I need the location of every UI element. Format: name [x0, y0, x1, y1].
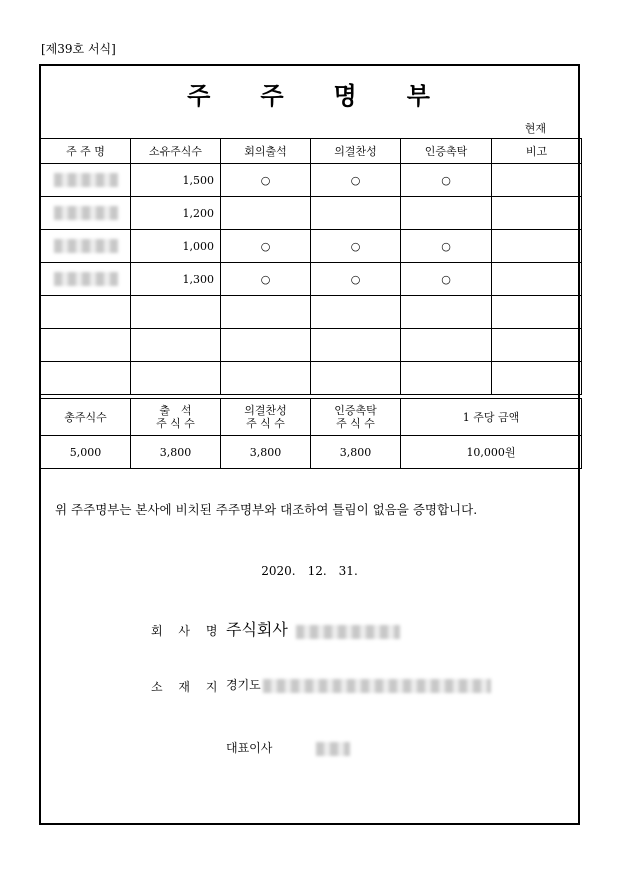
empty-cell	[41, 329, 131, 362]
as-of-label: 현재	[524, 122, 546, 135]
certification-text: 위 주주명부는 본사에 비치된 주주명부와 대조하여 틀림이 없음을 증명합니다.	[55, 502, 478, 517]
attend-cell	[221, 197, 311, 230]
company-row	[226, 617, 400, 640]
summary-attend-label-2: 주 식 수	[156, 417, 195, 430]
table-row	[41, 263, 582, 296]
page-title	[41, 76, 578, 111]
approve-cell: ○	[311, 164, 401, 197]
table-row	[41, 164, 582, 197]
empty-cell	[131, 329, 221, 362]
empty-cell	[221, 362, 311, 395]
summary-attend-label	[131, 399, 221, 436]
empty-cell	[401, 329, 492, 362]
summary-total-label: 총주식수	[41, 399, 131, 436]
summary-per-share-value: 10,000원	[401, 436, 582, 469]
notary-cell: ○	[401, 230, 492, 263]
summary-attend-value: 3,800	[131, 436, 221, 469]
empty-cell	[311, 362, 401, 395]
col-header-attend: 회의출석	[221, 139, 311, 164]
notary-cell: ○	[401, 263, 492, 296]
ceo-label: 대표이사	[226, 741, 273, 755]
col-header-shares: 소유주식수	[131, 139, 221, 164]
summary-value-row	[41, 436, 582, 469]
company-label: 회 사 명	[151, 624, 224, 638]
col-header-note: 비고	[492, 139, 582, 164]
notary-cell: ○	[401, 164, 492, 197]
empty-cell	[401, 362, 492, 395]
summary-notary-value: 3,800	[311, 436, 401, 469]
shareholder-table	[40, 138, 582, 469]
company-name-redacted	[296, 625, 400, 639]
shareholder-name-redacted	[41, 197, 131, 230]
summary-attend-label-1: 출 석	[159, 404, 192, 417]
shareholder-name-redacted	[41, 263, 131, 296]
notary-cell	[401, 197, 492, 230]
empty-cell	[131, 296, 221, 329]
empty-cell	[41, 362, 131, 395]
summary-header-row	[41, 399, 582, 436]
summary-approve-label	[221, 399, 311, 436]
empty-cell	[492, 329, 582, 362]
shareholder-name-redacted	[41, 164, 131, 197]
approve-cell: ○	[311, 230, 401, 263]
table-header-row	[41, 139, 582, 164]
shares-cell: 1,500	[131, 164, 221, 197]
title-char: 주	[260, 81, 286, 110]
table-row-empty	[41, 329, 582, 362]
empty-cell	[41, 296, 131, 329]
address-redacted	[263, 679, 491, 693]
note-cell	[492, 197, 582, 230]
form-number: [제39호 서식]	[41, 42, 116, 56]
summary-approve-label-2: 주 식 수	[246, 417, 285, 430]
empty-cell	[492, 296, 582, 329]
title-char: 주	[187, 81, 213, 110]
note-cell	[492, 164, 582, 197]
address-row	[226, 676, 491, 693]
summary-notary-label-1: 인증촉탁	[334, 404, 377, 417]
empty-cell	[311, 296, 401, 329]
ceo-name-redacted	[316, 742, 350, 756]
summary-approve-label-1: 의결찬성	[244, 404, 287, 417]
summary-notary-label	[311, 399, 401, 436]
table-row	[41, 197, 582, 230]
address-value: 경기도	[226, 678, 261, 692]
empty-cell	[131, 362, 221, 395]
summary-notary-label-2: 주 식 수	[336, 417, 375, 430]
shareholder-register-form	[39, 64, 580, 825]
summary-approve-value: 3,800	[221, 436, 311, 469]
company-value: 주식회사	[226, 620, 288, 639]
shares-cell: 1,000	[131, 230, 221, 263]
approve-cell	[311, 197, 401, 230]
approve-cell: ○	[311, 263, 401, 296]
ceo-row	[226, 739, 350, 756]
empty-cell	[221, 296, 311, 329]
attend-cell: ○	[221, 263, 311, 296]
shareholder-name-redacted	[41, 230, 131, 263]
title-char: 명	[333, 81, 359, 110]
note-cell	[492, 230, 582, 263]
empty-cell	[221, 329, 311, 362]
empty-cell	[492, 362, 582, 395]
empty-cell	[311, 329, 401, 362]
summary-total-value: 5,000	[41, 436, 131, 469]
note-cell	[492, 263, 582, 296]
col-header-approve: 의결찬성	[311, 139, 401, 164]
shares-cell: 1,200	[131, 197, 221, 230]
summary-per-share-label: 1 주당 금액	[401, 399, 582, 436]
shares-cell: 1,300	[131, 263, 221, 296]
attend-cell: ○	[221, 230, 311, 263]
table-row-empty	[41, 296, 582, 329]
table-row-empty	[41, 362, 582, 395]
empty-cell	[401, 296, 492, 329]
table-row	[41, 230, 582, 263]
attend-cell: ○	[221, 164, 311, 197]
title-char: 부	[406, 81, 432, 110]
col-header-name: 주 주 명	[41, 139, 131, 164]
certification-date: 2020. 12. 31.	[261, 564, 358, 578]
col-header-notary: 인증촉탁	[401, 139, 492, 164]
address-label: 소 재 지	[151, 680, 224, 694]
